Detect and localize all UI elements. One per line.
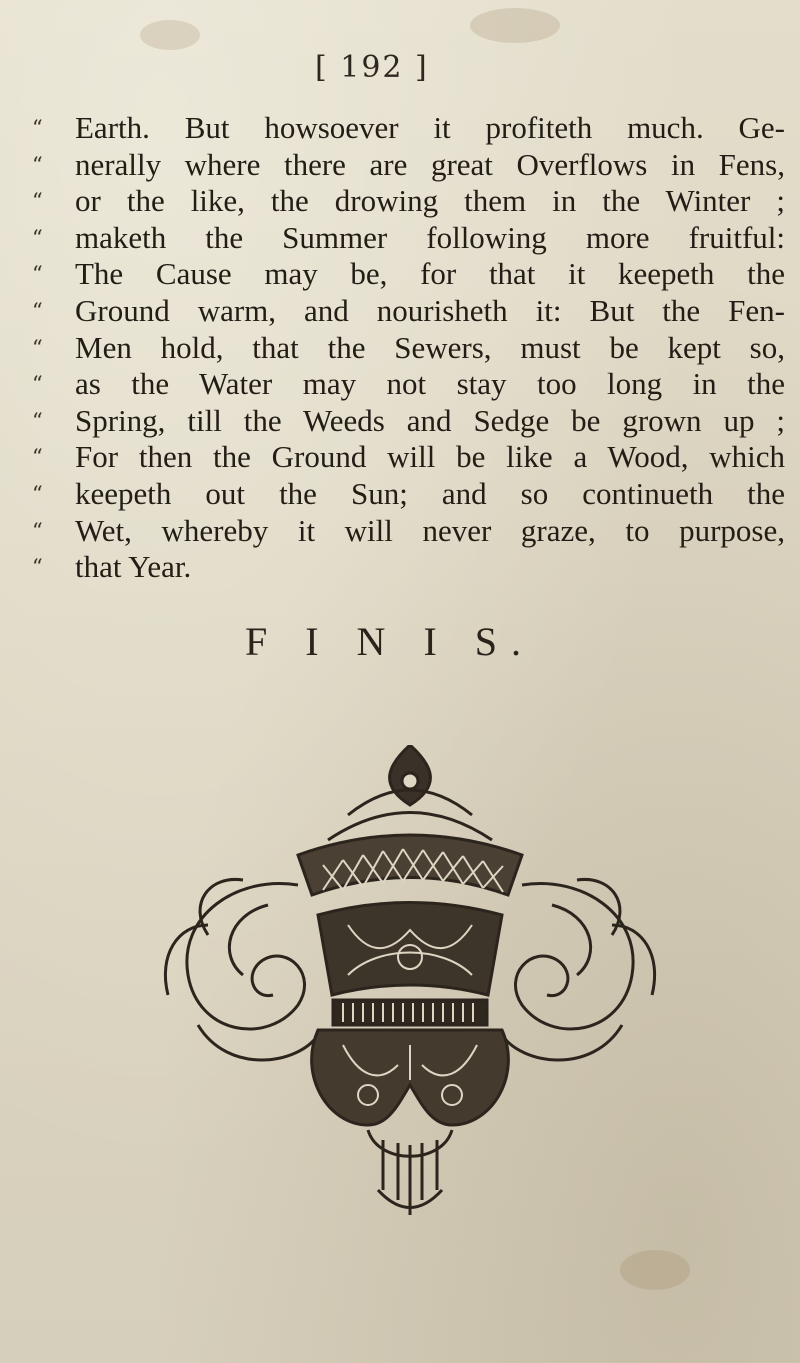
margin-mark: “ [32,152,43,177]
margin-quotation-marks [32,110,72,586]
margin-mark: “ [32,262,43,287]
text-line: that Year. [75,549,192,585]
text-line: maketh the Summer following more fruitful: [75,219,785,255]
text-line: Earth. But howsoever it profiteth much. Ge- [75,110,785,145]
margin-mark: “ [32,189,43,214]
margin-mark: “ [32,372,43,397]
text-line: For then the Ground will be like a Wood, which [75,439,785,475]
margin-mark: “ [32,298,43,323]
text-line: nerally where there are great Overflows in Fens, [75,146,785,182]
text-line: The Cause may be, for that it keepeth the [75,256,785,292]
paper-stain [470,8,560,43]
margin-mark: “ [32,335,43,360]
text-line: Ground warm, and nourisheth it: But the Fen- [75,292,785,328]
margin-mark: “ [32,518,43,543]
margin-mark: “ [32,555,43,580]
finis-heading: F I N I S. [244,619,536,664]
body-paragraph [75,110,785,586]
text-line: Men hold, that the Sewers, must be kept so, [75,329,785,365]
margin-mark: “ [32,225,43,250]
text-line: Spring, till the Weeds and Sedge be grown up ; [75,402,785,438]
paper-stain [620,1250,690,1290]
margin-mark: “ [32,116,43,140]
margin-mark: “ [32,408,43,433]
text-line: or the like, the drowing them in the Winter ; [75,183,785,219]
text-line: keepeth out the Sun; and so continueth the [75,475,785,511]
paper-stain [140,20,200,50]
page-number: [ 192 ] [315,50,429,85]
text-line: as the Water may not stay too long in the [75,366,785,402]
woodcut-tailpiece-ornament [148,745,672,1225]
margin-mark: “ [32,445,43,470]
text-line: Wet, whereby it will never graze, to purpose, [75,512,785,548]
margin-mark: “ [32,481,43,506]
